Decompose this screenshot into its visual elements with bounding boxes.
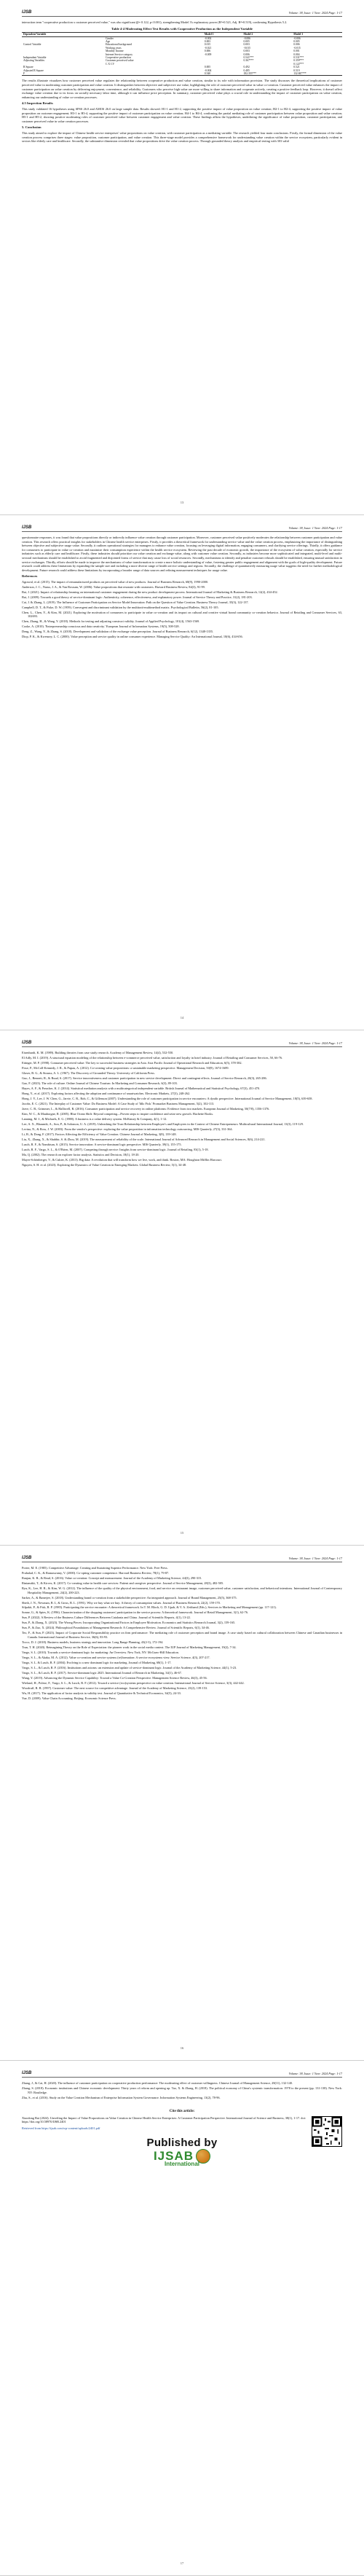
citation-url[interactable]: Retrieved from https://ijsab.com/wp-content/uploads/2401.pdf [22, 2126, 100, 2130]
reference-item: Nguyen, S. H. et al. (2023). Exploring the Dynamics of Value Creation in Emerging Markets. Global Business Review, 5(1), 34-48. [22, 1162, 187, 1167]
table-cell: -0.006 [293, 36, 301, 40]
section-heading: 5. Conclusion [22, 125, 41, 130]
reference-item: Sun, P. (2022). A Review of the Business Culture Differences Between Catalonia and China. Journal of Scientific Reports, 4(1), 13-22. [22, 1616, 191, 1620]
reference-item: Kim, W. C., & Mauborgne, R. (2005). Blue Ocean Shift: Beyond competing—Proven steps to inspire confidence and seize new growth. Hachette Books. [22, 1111, 214, 1116]
table-cell: Working years [106, 46, 122, 50]
page-body [22, 2081, 342, 2166]
reference-item: Vargo, S. L., & Lusch, R. F. (2017). Service-dominant logic 2025. International Journal of Research in Marketing, 34(1), 46-67. [22, 1670, 182, 1675]
table-cell: 0.367*** [243, 59, 254, 63]
reference-item: Ryu, K., Lee, H. R., & Kim, W. G. (2012). The influence of the quality of the physical environment, food, and service on restaurant image, customer perceived value, customer satisfaction, and behavioral intentions. International Journal of Contemporary Hospitality Management, 24(2), 200-223. [22, 1586, 342, 1594]
volume-info: Volume: 38, Issue: 1 Year: 2024 Page: 1-17 [288, 10, 342, 15]
ijsab-logo [154, 2149, 210, 2166]
table-header-cell: Model 2 [242, 33, 293, 36]
reference-item: Guo, J., Bennett, R., & Ruud, S. (2017). Service innovativeness and customer participation in new service development: Direct and contingent effects. Journal of Service Research, 20(3), 265-286. [22, 1076, 267, 1080]
cite-heading: Cite this article: [169, 2110, 195, 2114]
reference-item: Cooke, A. (2010). 'Entrepreneurship conscious and data creativity.' European Journal of Information Systems, 19(5), 508-528. [22, 625, 180, 629]
table-cell: Cooperative production [106, 56, 131, 60]
paragraph: The results illustrate visualizes how customer perceived value regulates the relationship between cooperative production and value creation, similar to its role with information provision. The study discusses the theoretical implications of customer perceived value in moderating customer participation and value creation. It distinguishes between objective and subjective use value, highlighting the role of customer perceived value in value co-creation. Customer perceived value enhances the impact of customer participation on value creation by delivering enjoyment, convenience, and reliability. Customers who perceive high value are more willing to share information and cooperate actively, creating a positive feedback loop. However, it doesn't affect exchange value creation due to its focus on socially necessary labor time, although it can influence price perception. In summary, customer perceived value plays a crucial role in understanding the impact of customer participation on value creation, enhancing our understanding of value co-creation processes. [22, 79, 342, 99]
table-cell: 0.005 [204, 66, 211, 69]
references-heading: References [22, 574, 38, 579]
reference-item: Hong, Y., et al. (2017). Exploring factors affecting the adoption and continuance of smartwatches. Electronic Markets, 27(3), 248-262. [22, 1091, 191, 1095]
running-header [22, 9, 342, 16]
publisher-block [22, 2136, 342, 2168]
table-cell: 0.531*** [293, 56, 304, 60]
table-cell: -0.006 [243, 36, 251, 40]
reference-item: Diop, P. K., & Kwenzey, L. C. (2000). Value perception and service quality in online consumer experience. Managing Service Quality: An International Journal, 10(6), 434-656. [22, 635, 243, 639]
reference-item: Li, B., & Dong, F. (2017). Factors Affecting the Efficiency of Value Creation. Chinese Journal of Marketing, 3(8), 139-148. [22, 1132, 177, 1136]
table-cell: 182.355*** [242, 72, 293, 76]
reference-list [22, 2081, 342, 2099]
logo-wordmark: IJSAB [153, 2149, 194, 2164]
table-title: Table 4-4 Moderating Effect Test Results with Cooperative Production as the Independent Variable [111, 26, 253, 31]
reference-item: Sun, P., & Zhang, X. (2023). The Wrong Pieces: Incorporating Organizational Factors in Employee Motivation. Economics and Statistics Research Journal, 3(2), 159-165. [22, 1621, 236, 1625]
table-cell: 0.541*** [243, 56, 254, 60]
page-number: 17 [180, 2561, 184, 2565]
reference-item: Jacobs, E. C. (2021). The Interplay of Customer Value: Do Business Model: A Case Study of 'Idlo Fish.' Promarket Business Management, 5(2), 102-113. [22, 1101, 215, 1105]
table-cell: 0.004 [293, 52, 300, 56]
volume-info: Volume: 38, Issue: 1 Year: 2024 Page: 1-17 [288, 525, 342, 530]
table-row [22, 72, 342, 76]
reference-item: Ranjan, K. R., & Read, S. (2016). Value co-creation: Concept and measurement. Journal of the Academy of Marketing Science, 44(3), 290-315. [22, 1575, 202, 1580]
paragraph: This study aimed to explore the impact of Chinese health service enterprises' value propositions on value creation, with customer participation as a mediating variable. The research yielded four main conclusions. Firstly, the formal dimension of the value creation process comprises three stages: value proposition, customer participation, and value creation. This three-stage model provides a comprehensive framework for understanding value creation within the service ecosystem, particularly evident in sectors like elderly care and healthcare. Secondly, the substantive dimension revealed that value propositions drive the value creation process. Through grounded theory analysis and empirical testing with 303 valid [22, 131, 342, 144]
table-cell: R Square [23, 66, 33, 69]
reference-item: Hong, J. Y., Lee, J. W. Chen, G., Jarvie, C. R., Roh, C., & Gillenson (2007). Understanding the role of customer participation in service encounters: A dyadic perspective. International Journal of Service Management, 18(5), 639-658. [22, 1096, 313, 1100]
table-cell: 0.006 [293, 43, 300, 47]
reference-item: Jarve, C. B., Grimmer, L., & Halliwell, R. (2016). Consumer participation and service recovery in online platforms: Evidence from two markets. European Journal of Marketing, 50(7/8), 1356-1376. [22, 1106, 270, 1111]
journal-abbrev: IJSB [22, 1041, 32, 1045]
table-cell: 0.005 [243, 40, 250, 43]
table-cell: 0.003 [204, 40, 211, 43]
header-rule [22, 16, 342, 17]
table-cell: Age [106, 40, 111, 43]
table-cell: 0.003 [243, 43, 250, 47]
reference-item: Vargo, S. L. (2010). Towards a service-dominant logic for marketing: An Overview. New York, NY: McGraw-Hill Education. [22, 1650, 179, 1654]
table-cell: -0.021 [204, 46, 212, 50]
moderating-effect-table [22, 32, 342, 76]
table-cell: Monthly Income [106, 50, 124, 53]
reference-item: Chen, L., Chen, Y., & Kim, M. (2021). Exploring the motivation of consumers to participate in value co-creation and its impact on cultural and creative virtual brand community co-creation behavior. Journal of Retailing and Consumer Services, 63, 102693. [22, 610, 342, 619]
page-number: 13 [180, 501, 184, 504]
reference-list [22, 1566, 342, 1700]
page-body [22, 1566, 342, 1702]
running-header [22, 1554, 342, 1562]
table-cell: 0.006 [243, 52, 250, 56]
table-cell: 0.122*** [293, 62, 304, 66]
table-cell: -0.002 [204, 36, 212, 40]
table-cell: Educational background [106, 43, 132, 47]
reference-item: Prahalad, C. K., & Ramaswamy, V. (2000). Co-opting customer competence. Harvard Business Review, 78(1), 79-87. [22, 1570, 170, 1575]
reference-item: Anderson, J. C., Narus, J. A., & Van Rossum, W. (2006). Value propositions that resonate with customers. Harvard Business Review, 84(3), 91-99. [22, 584, 205, 589]
page-15 [0, 1030, 364, 1546]
reference-item: Vargo, S. L. & Lusch, R. F. (2004). Evolving to a new dominant logic for marketing. Journal of Marketing, 68(1), 1-17. [22, 1660, 172, 1664]
reference-item: El Adly, M. I. (2019). A structural equation modeling of the relationship between e-commerce perceived value, satisfaction and loyalty in hotel industry. Journal of Retailing and Consumer Services, 50, 66-76. [22, 1055, 283, 1060]
reference-item: Zhu, S., et al. (2016). Study on the Value Creation Mechanism of Enterprise Information System Governance. Information Systems Engineering, 13(2), 78-96. [22, 2095, 221, 2099]
reference-item: Yue, D. (2009). Value Chain Accounting. Beijing: Economic Science Press. [22, 1696, 116, 1700]
header-rule [22, 531, 342, 532]
table-cell: Adjusted R Square [23, 68, 44, 72]
table-cell: 0.003 [243, 50, 250, 53]
table-cell: 0.485 [243, 68, 250, 72]
reference-item: Ettinger, M. P. (1998). Consumer perceived value: The key to successful business strategies in Asia. Asia Pacific Journal of Operational Research and Education, 6(5), 378-382. [22, 1060, 242, 1065]
reference-item: Rintamäki, T., & Kirves, K. (2017). Co-creating value in health care services: Patient and caregiver perspective. Journal of Service Management, 28(3), 482-505. [22, 1581, 224, 1585]
header-rule [22, 2077, 342, 2078]
reference-item: Lanning, M. J., & Michaels, E. G. (1988). A business is a value delivery system. McKinsey & Company, 4(1), 1-12. [22, 1116, 167, 1121]
reference-item: Vargo, S. L., & Lusch, R. F. (2016). Institutions and axioms: an extension and update of service-dominant logic. Journal of the Academy of Marketing Science, 44(1), 5-23. [22, 1665, 237, 1669]
reference-item: Liu, X., Zhang, X., & Shabbir, S. & Zhou, M. (2019). The measurement of reliability of the scale. International Journal of Advanced Research in Management and Social Sciences, 8(6), 214-221. [22, 1137, 266, 1141]
table-cell: 0.540 [203, 72, 242, 76]
citation-text: Xiaodong Bai (2024). Unveiling the Impact of Value Propositions on Value Creation in Chinese Health Service Enterprises: A Customer Participation Perspective. International Journal of Science and Business, 38(1), 1-17. doi: https://doi.org/10.58970/IJSB.2401 [22, 2115, 306, 2124]
reference-list [22, 1051, 342, 1167]
header-rule [22, 1046, 342, 1047]
table-cell: -0.015 [293, 46, 301, 50]
journal-abbrev: IJSB [22, 525, 32, 530]
table-cell: 0.519 [293, 68, 300, 72]
table-cell: Gender [106, 36, 114, 40]
table-cell: -0.015 [243, 46, 251, 50]
volume-info: Volume: 38, Issue: 1 Year: 2024 Page: 1-17 [288, 2071, 342, 2075]
reference-item: Glaser, B. G., & Strauss, A. L. (1967). The Discovery of Grounded Theory. University of California Press. [22, 1070, 155, 1075]
running-header [22, 524, 342, 531]
journal-abbrev: IJSB [22, 2071, 32, 2075]
table-cell: 0.006 [204, 50, 211, 53]
page-16 [0, 1546, 364, 2061]
table-cell: Independent Variable [23, 56, 47, 60]
paragraph: questionnaire responses, it was found that value propositions directly or indirectly influence value creation through customer participation. Moreover, customer perceived value positively moderates the relationship between customer participation and value creation. This research offers practical insights for stakeholders in Chinese health service enterprises. Firstly, it provides a theoretical framework for understanding service value and the value creation process, emphasizing the importance of distinguishing between objective and subjective usage value. Secondly, it outlines operational strategies for managers to enhance value creation, focusing on leveraging digital information, engaging consumers, and clarifying service offerings. Thirdly, it offers guidance for consumers to participate in value co-creation and maximize their consumption experience within the health service ecosystem. Reviewing the past decade of economic growth, the importance of the ecosystem of value creation, especially for service industries such as elderly care and healthcare. Firstly, these industries should prioritize our value creation and exchange value, along with customer value creation. Secondly, as industries become more sophisticated and integrated, multi-level and multi-sectoral mechanisms should be established to avoid fragmented and disjointed forms of service that may cause loss of social resources. Secondly, mechanisms to identify and penalize customer refusals should be established, ensuring mutual satisfaction in service exchanges. Thirdly, efforts should be made to improve the mechanisms of value transformation to create a more holistic understanding of value, fostering greater public engagement and alignment with the goals of high-quality development. Future research could address these limitations by expanding the sample size and including a more diverse range of health service settings and regions. Secondly, the challenge of quantitatively measuring usage value suggests the need for further methodological development. Future research could address these limitations by incorporating a broader range of data sources and refining measurement techniques for usage value. [22, 536, 342, 572]
journal-abbrev: IJSB [22, 1556, 32, 1560]
reference-item: Mayer-Schönberger, V., & Cukier, K. (2013). Big data: A revolution that will transform how we live, work, and think. Boston, MA: Houghton Mifflin Harcourt. [22, 1157, 222, 1162]
table-cell: 0.359*** [293, 59, 304, 63]
reference-item: Woodruff, R. B. (1997). Customer value: The next source for competitive advantage. Journal of the Academy of Marketing Science, 25(2), 139-153. [22, 1686, 208, 1690]
reference-item: Zhang, S. (2018). Economic institutions and Chinese economic development: Thirty years of reform and opening up. Tao, X. & Zhang, H. (2018). The political economy of China's systemic transformation: 1978 to the present (pp. 131-138). New York: NY: Routledge. [22, 2086, 342, 2094]
reference-item: Wieland, H., Polese, F., Vargo, S. L., & Lusch, R. F. (2012). Toward a service (eco)systems perspective on value creation. International Journal of Service Science, 3(3), 442-442. [22, 1680, 245, 1685]
table-cell: F [22, 72, 104, 76]
reference-item: Sheth, J. N., Newman, B. I., & Gross, B. L. (1991). Why we buy what we buy: A theory of consumption values. Journal of Business Research, 22(2), 159-170. [22, 1600, 221, 1605]
reference-item: Hayes, A. F., & Preacher, K. J. (2014). Statistical mediation analysis with a multicategorical independent variable. British Journal of Mathematical and Statistical Psychology, 67(3), 451-470. [22, 1086, 261, 1090]
reference-item: Bai, J. (2009). Towards a good theory of service-dominant logic: Authenticity, coherence, effectiveness, and explanatory power. Journal of Service Theory and Practice, 31(2), 181-203. [22, 595, 253, 599]
table-header-cell: Dependent Variable [22, 33, 104, 36]
volume-info: Volume: 38, Issue: 1 Year: 2024 Page: 1-17 [288, 1041, 342, 1045]
page-number: 16 [180, 2046, 184, 2050]
reference-item: Sonne, G., & Spies, K. (1996). Characterization of the shopping customers' participation in the service process: A theoretical framework. Journal of Retail Management, 3(1), 62-76. [22, 1610, 249, 1615]
reference-item: Lusch, R. F., Vargo, S. L., & O'Brien, M. (2007). Competing through service: Insights from service-dominant logic. Journal of Retailing, 83(1), 5-18. [22, 1147, 209, 1151]
page-body [22, 1051, 342, 1168]
table-cell: Internet Service category [106, 52, 133, 56]
page-number: 15 [180, 1531, 184, 1535]
published-by-label: Published by [146, 2136, 218, 2149]
table-cell: 0.492 [243, 66, 250, 69]
reference-item: Zhang, J., & Cai, H. (2020). The influence of customer participation on cooperative production performance: The moderating effect of customer willingness. Chinese Journal of Management Science, 28(11), 132-140. [22, 2081, 293, 2085]
reference-item: Lee, A. X., Bhaumik, A., Son, P., & Solomon, U. A. (2019). Unleashing the Trust Relationship between Employee's and Employees in the Context of Chinese Entrepreneurs: Multicultural International Journal, 13(3), 119-129. [22, 1121, 304, 1126]
reference-item: Wang, Y. (2019). Advancing the Dynamic Service Capability: Toward a Value Co-Creation Perspective. Management Science Review, 46(3), 45-56. [22, 1675, 207, 1680]
table-header-cell: Model 3 [292, 33, 342, 36]
table-cell [104, 72, 203, 76]
table-cell: -0.009 [204, 52, 212, 56]
reference-item: Vargo, S. L., & Akaka, M. A. (2012). Value co-creation and service systems (re)formation: A service ecosystems view. Service Science, 4(3), 207-217. [22, 1655, 210, 1659]
page-13 [0, 0, 364, 515]
reference-item: Cai, J. & Zhang, L. (2019). The Influence of Customer Participation on Service Model Innovation: Path on the Question of Value Creation. Business Theory Journal, 35(3), 122-137. [22, 600, 249, 604]
volume-info: Volume: 38, Issue: 1 Year: 2024 Page: 1-17 [288, 1556, 342, 1560]
page-body [22, 536, 342, 640]
journal-abbrev: IJSB [22, 10, 32, 15]
table-cell: 0.015 [204, 43, 211, 47]
table-cell: 132.847*** [292, 72, 342, 76]
reference-item: Eisenhardt, K. M. (1989). Building theories from case study research. Academy of Management Review, 14(4), 532-550. [22, 1051, 174, 1054]
table-header-cell: Model 1 [203, 33, 242, 36]
reference-item: Fisse, P., McColl-Kennedy, J. R., & Pupau, A. (2012). Co-creating value propositions: a sustainable marketing perspective. Management Decision, 50(9), 1674-1689. [22, 1065, 229, 1070]
logo-subtitle: International [164, 2161, 199, 2168]
reference-item: Silpakit, P., & Fisk, R. P. (1985). Participating the service encounter: A theoretical framework. In T. M. Bloch, G. D. Upah, & V. A. Zeithaml (Eds.), Services in Marketing and Management (pp. 117-121). [22, 1605, 277, 1610]
cite-this-article [22, 2110, 342, 2130]
reference-item: Porter, M. E. (1985). Competitive Advantage: Creating and Sustaining Superior Performance. New York: Free Press. [22, 1566, 168, 1570]
paragraph: This study validated 16 hypotheses using SPSS 26.0 and AMOS 26.0 on large sample data. Results showed: H1-1 and H1-2, supporting the positive impact of value proposition on value creation; H2-1 to H2-4, supporting the positive impact of value proposition on customer engagement; H3-1 to H3-4, supporting the positive impact of customer participation on value creation; H4-1 to H4-4, confirming the partial mediating role of customer participation between value proposition and value creation; H5-1 and H5-2, showing positive moderating roles of customer perceived value between customer engagement and value creation. These findings affirm the hypotheses, underlining the significance of value proposition, customer participation, and customer perceived value in value creation processes. [22, 107, 342, 123]
reference-item: Chen, Zhang, H., & Wang, Y. (2018). Methods for testing and adjusting construct validity. Journal of Applied Psychology, 101(4), 1563-1569. [22, 619, 200, 624]
table-cell: Customer perceived value [106, 59, 134, 63]
reference-item: Wu, H. (2017). The application of factor analysis in validity test. Journal of Quantitative & Technical Economics, 34(5), 24-33. [22, 1691, 181, 1695]
reference-item: Teo, F., & Sun, P. (2023). Impact of Corporate Social Responsibility practice on firm performance: The mediating role of customer perception and brand image. A case study based on cultural collaboration between Chinese and Canadian businesses in Canada. International Journal of Business Service, 36(6), 83-93. [22, 1631, 342, 1639]
table-cell: 0.001 [293, 50, 300, 53]
page-body [22, 20, 342, 146]
reference-item: Gao, F. (2023). The role of culture. Online Journal of Chinese Tourism: In Marketing and Consumer Research, 6(3), 89-103. [22, 1081, 178, 1085]
table-body [22, 36, 342, 76]
qr-code-icon [312, 2116, 342, 2147]
reference-item: Deng, Z., Wang, Y., & Zhang, S. (2018). Development and validation of the exchange value perception. Journal of Business Research, 6(12), 1348-1355. [22, 630, 214, 634]
reference-item: Sun, P., & Zuo, X. (2024). Philosophical Foundations of Management Research: A Comprehensive Review. Journal of Scientific Reports, 6(1), 34-46. [22, 1626, 210, 1630]
table-cell: Control Variable [23, 43, 41, 47]
reference-item: Levina, N., & Ross, J. W. (2003). From the vendor's perspective: exploring the value proposition in information technology outsourcing. MIS Quarterly, 27(3), 331-364. [22, 1127, 233, 1131]
reference-item: Lusch, R. F., & Nambisan, S. (2015). Service innovation: A service-dominant logic perspective. MIS Quarterly, 39(1), 155-175. [22, 1142, 182, 1146]
reference-item: Tran, T. H. (2020). Reimagining Theory on the Role of Expectation: the pioneer work in the social media context. The IUP Journal of Marketing Management, 19(2), 7-34. [22, 1645, 237, 1649]
running-header [22, 2070, 342, 2077]
page-17 [0, 2061, 364, 2576]
reference-item: Sarker, A., & Banerjee, S. (2018). Understanding brand co-creation from a stakeholder perspective: An integrated approach. Journal of Brand Management, 25(5), 368-375. [22, 1595, 237, 1600]
running-header [22, 1039, 342, 1046]
section-heading: 4.5 Inspection Results [22, 101, 53, 106]
reference-item: Tocco, D. J. (2018). Business models, business strategy and innovation. Long Range Planning, 43(2-3), 172-194. [22, 1640, 164, 1644]
reference-list [22, 580, 342, 639]
table-cell: -0.004 [204, 68, 212, 72]
reference-item: Agrawal, et al. (2015). The impact of remanufactured products on perceived value of new products. Journal of Business Research, 68(9), 1990-2000. [22, 579, 209, 584]
page-number: 14 [180, 1016, 184, 1019]
page-14 [0, 515, 364, 1030]
table-cell: C X CV [106, 62, 115, 66]
table-cell: 0.521 [293, 66, 300, 69]
reference-item: Campbell, D. T., & Fiske, D. W. (1959). Convergent and discriminant validation by the multitrait-multimethod matrix. Psychological Bulletin, 56(2), 81-105. [22, 605, 219, 609]
paragraph: interaction term "cooperative production x customer perceived value," was also significant (β= 0.122, p<0.001), strengthening Model 3's explanatory power (R²=0.521, Adj. R²=0.519), confirming Hypothesis 5.2. [22, 20, 288, 24]
table-cell: Adjusting Variables [23, 59, 45, 63]
table-cell: 0.005 [293, 40, 300, 43]
reference-item: Bai, J. (2021). Impact of relationship learning on international customer engagement during the new product development process. International Journal of Marketing & Business Research, 12(2), 434-452. [22, 590, 278, 594]
reference-item: Ma, Q. (2002). The research on explorer factor analysis. Statistics and Decision, 18(1), 18-20. [22, 1152, 140, 1156]
